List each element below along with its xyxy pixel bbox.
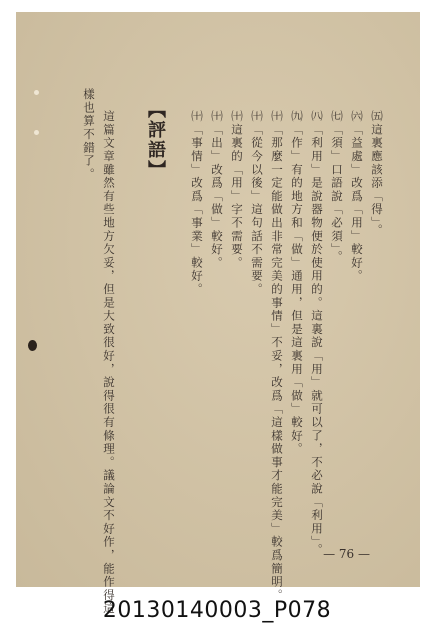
image-caption: 20130140003_P078	[102, 598, 332, 623]
note-line: ㈤這裏應該添「得」。	[370, 110, 384, 238]
note-line: ㈥「益處」改爲「用」較好。	[350, 110, 364, 283]
note-line: ㈧「利用」是說器物便於使用的。這裏說「用」就可以了，不必說「利用」。	[310, 110, 324, 557]
punch-hole-top	[34, 90, 39, 95]
punch-hole-large	[28, 340, 37, 351]
comment-line: 這篇文章雖然有些地方欠妥，但是大致很好，說得很有條理。議論文不好作，能作得這	[102, 110, 116, 616]
review-heading: 【評語】	[145, 100, 166, 180]
note-line: ㈩「那麼一定能做出非常完美的事情」不妥，改爲「這樣做事才能完美」較爲簡明。	[270, 110, 284, 603]
page-number: — 76 —	[323, 547, 370, 561]
punch-hole-middle	[34, 130, 39, 135]
note-line: ㈩「事情」改爲「事業」較好。	[190, 110, 204, 297]
note-line: ㈦「須」口語說「必須」。	[330, 110, 344, 264]
note-line: ㈩「出」改爲「做」較好。	[210, 110, 224, 270]
note-line: ㈩這裏的「用」字不需要。	[230, 110, 244, 270]
note-line: ㈨「作」有的地方和「做」通用，但是這裏用「做」較好。	[290, 110, 304, 456]
note-line: ㈩「從今以後」這句話不需要。	[250, 110, 264, 297]
comment-line: 樣也算不錯了。	[82, 88, 96, 182]
